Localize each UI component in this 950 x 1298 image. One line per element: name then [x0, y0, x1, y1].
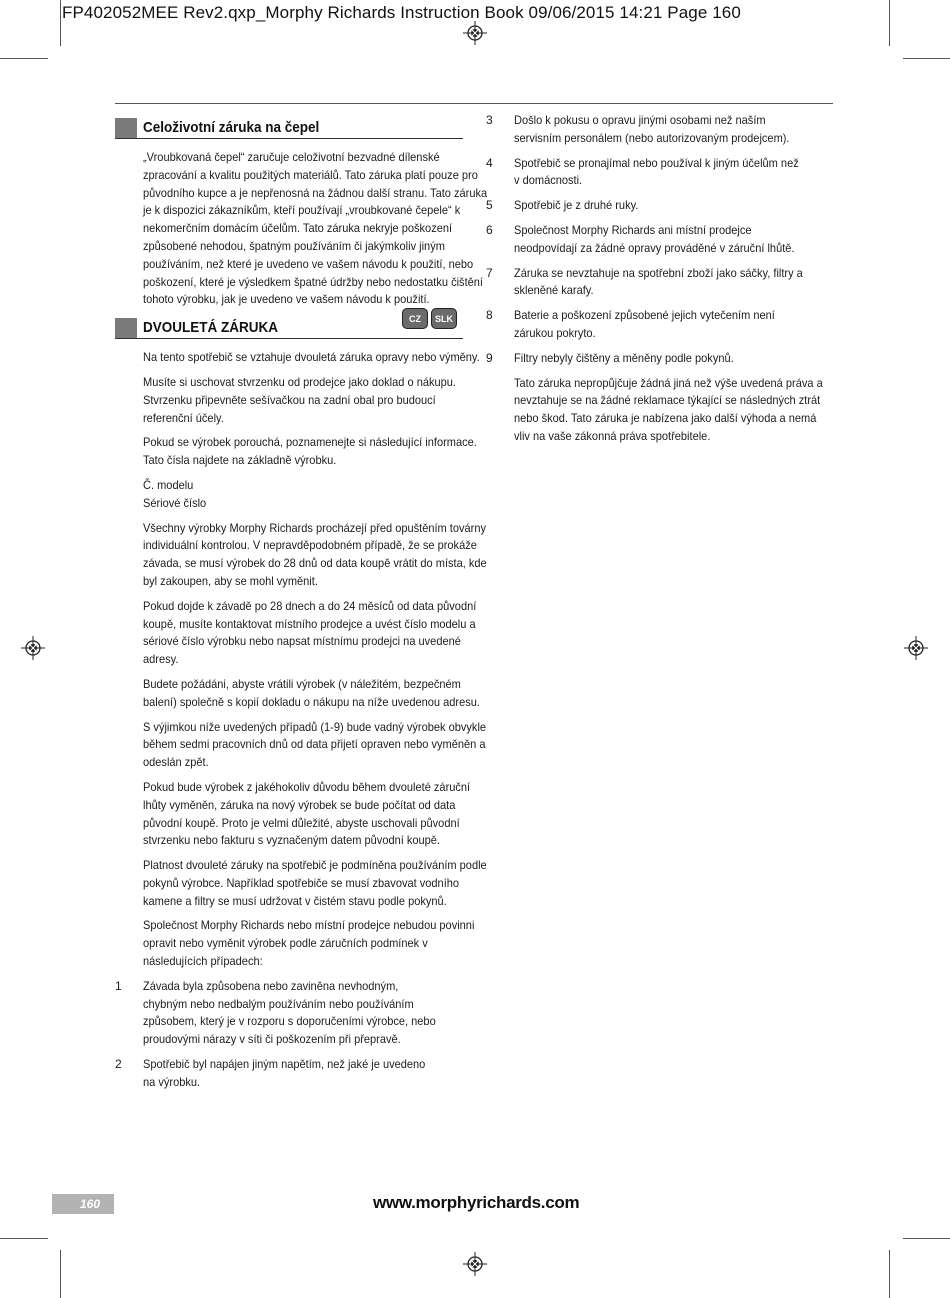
item-number: 8	[486, 308, 493, 323]
crop-mark	[889, 1250, 890, 1298]
crop-mark	[903, 1238, 950, 1239]
exclusion-item	[486, 350, 832, 368]
item-text: Došlo k pokusu o opravu jinými osobami než naším servisním personálem (nebo autorizovaným prodejcem).	[514, 113, 790, 145]
exclusion-item	[115, 1056, 463, 1092]
item-text: Společnost Morphy Richards ani místní prodejce neodpovídají za žádné opravy prováděné v záruční lhůtě.	[514, 222, 795, 255]
lifetime-guarantee-text: „Vroubkovaná čepel“ zaručuje celoživotní bezvadné dílenské zpracování a kvalitu použitých materiálů. Tato záruka platí pouze pro původního kupce a je nepřenosná na žádnou další stranu. Tato záruka je k dispozici zákazníkům, kteří používají „vroubkované čepele“ k nekomerčním domácím účelům. Tato záruka nekryje poškození způsobené nehodou, špatným používáním či jakýmkoliv jiným používáním, než které je uvedeno ve vašem návodu k použití, nebo poškození, které je výsledkem špatné údržby nebo nedostatku čištění tohoto výrobku, jak je uvedeno ve vašem návodu k použití.	[143, 150, 488, 307]
exclusion-item	[486, 222, 832, 258]
item-text: Filtry nebyly čištěny a měněny podle pokynů.	[514, 350, 734, 365]
item-text: Spotřebič byl napájen jiným napětím, než jaké je uvedeno na výrobku.	[143, 1057, 426, 1089]
crop-mark	[0, 1238, 48, 1239]
crop-mark	[889, 0, 890, 46]
section-title: DVOULETÁ ZÁRUKA	[143, 319, 278, 337]
language-badge-slk: SLK	[431, 308, 457, 329]
item-text: Závada byla způsobena nebo zaviněna nevhodným, chybným nebo nedbalým používáním nebo používáním způsobem, který je v rozporu s doporučeními výrobce, nebo proudovými nárazy v síti či poškozením při přepravě.	[143, 978, 436, 1047]
closing-statement: Tato záruka nepropůjčuje žádná jiná než výše uvedená práva a nevztahuje se na žádné reklamace týkající se následných ztrát nebo škod. Tato záruka je nabízena jako další výhoda a nemá vliv na vaše zákonná práva spotřebitele.	[514, 375, 823, 443]
item-number: 5	[486, 198, 493, 213]
registration-mark-icon	[463, 1252, 487, 1276]
serial-number-label: Sériové číslo	[143, 495, 207, 510]
exclusion-item	[486, 112, 832, 148]
language-badges	[402, 308, 457, 329]
paragraph: Společnost Morphy Richards nebo místní prodejce nebudou povinni opravit nebo vyměnit výrobek podle záručních podmínek v následujících případech:	[143, 918, 475, 969]
item-number: 9	[486, 350, 493, 365]
header-rule	[115, 103, 833, 104]
paragraph: Budete požádáni, abyste vrátili výrobek (v náležitém, bezpečném balení) společně s kopií dokladu o nákupu na níže uvedenou adresu.	[143, 676, 480, 709]
heading-marker	[115, 318, 137, 338]
item-number: 7	[486, 265, 493, 280]
paragraph: Musíte si uschovat stvrzenku od prodejce jako doklad o nákupu. Stvrzenku připevněte sešívačkou na zadní obal pro budoucí referenční účely.	[143, 374, 456, 425]
website-url: www.morphyrichards.com	[373, 1193, 580, 1212]
item-text: Spotřebič je z druhé ruky.	[514, 198, 639, 213]
crop-mark	[0, 58, 48, 59]
right-column	[486, 112, 832, 453]
item-number: 1	[115, 978, 122, 993]
item-text: Záruka se nevztahuje na spotřební zboží jako sáčky, filtry a skleněné karafy.	[514, 265, 803, 298]
paragraph: Pokud bude výrobek z jakéhokoliv důvodu během dvouleté záruční lhůty vyměněn, záruka na nový výrobek se bude počítat od data původní koupě. Proto je velmi důležité, abyste uschovali původní stvrzenku nebo fakturu s vyznačeným datem původní koupě.	[143, 779, 471, 848]
registration-mark-icon	[21, 636, 45, 660]
crop-mark	[903, 58, 950, 59]
section-heading-two-year-guarantee	[115, 313, 463, 339]
language-badge-cz: CZ	[402, 308, 428, 329]
heading-marker	[115, 118, 137, 138]
item-number: 3	[486, 113, 493, 127]
page-number: 160	[79, 1197, 100, 1211]
page-number-box	[52, 1194, 114, 1214]
exclusion-item	[115, 978, 463, 1049]
paragraph: S výjimkou níže uvedených případů (1-9) bude vadný výrobek obvykle během sedmi pracovních dnů od data přijetí opraven nebo vyměněn a odeslán zpět.	[143, 719, 487, 770]
print-slug: FP402052MEE Rev2.qxp_Morphy Richards Instruction Book 09/06/2015 14:21 Page 160	[62, 3, 741, 22]
model-number-label: Č. modelu	[143, 477, 194, 492]
item-number: 4	[486, 155, 493, 170]
crop-mark	[60, 0, 61, 46]
paragraph: Na tento spotřebič se vztahuje dvouletá záruka opravy nebo výměny.	[143, 350, 480, 365]
exclusion-item	[486, 197, 832, 215]
exclusion-item	[486, 307, 832, 343]
section-heading-lifetime-guarantee	[115, 116, 463, 139]
registration-mark-icon	[463, 21, 487, 45]
item-text: Spotřebič se pronajímal nebo používal k jiným účelům než v domácnosti.	[514, 155, 799, 188]
crop-mark	[60, 1250, 61, 1298]
exclusion-item	[486, 265, 832, 301]
left-column	[115, 114, 488, 1099]
paragraph: Pokud se výrobek porouchá, poznamenejte si následující informace. Tato čísla najdete na základně výrobku.	[143, 435, 477, 468]
item-number: 6	[486, 222, 493, 237]
registration-mark-icon	[904, 636, 928, 660]
item-number: 2	[115, 1057, 122, 1072]
section-title: Celoživotní záruka na čepel	[143, 119, 320, 136]
item-text: Baterie a poškození způsobené jejich vytečením není zárukou pokryto.	[514, 308, 775, 340]
exclusion-item	[486, 155, 832, 191]
paragraph: Pokud dojde k závadě po 28 dnech a do 24 měsíců od data původní koupě, musíte kontaktovat místního prodejce a uvést číslo modelu a sériové číslo výrobku nebo napsat místnímu prodejci na uvedené adresy.	[143, 598, 477, 667]
paragraph: Všechny výrobky Morphy Richards procházejí před opuštěním továrny individuální kontrolou. V nepravděpodobném případě, že se prokáže závada, se musí výrobek do 28 dnů od data koupě vrátit do místa, kde byl zakoupen, aby se mohl vyměnit.	[143, 520, 487, 588]
paragraph: Platnost dvouleté záruky na spotřebič je podmíněna používáním podle pokynů výrobce. Například spotřebiče se musí zbavovat vodního kamene a filtry se musí udržovat v čistém stavu podle pokynů.	[143, 858, 487, 908]
